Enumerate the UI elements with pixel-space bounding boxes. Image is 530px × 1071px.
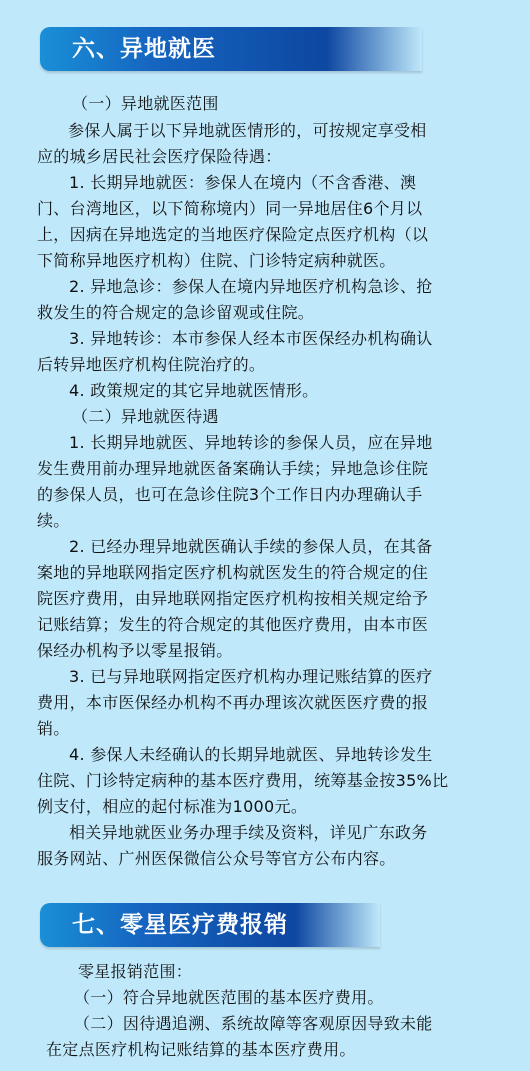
paragraph-line: 3. 已与异地联网指定医疗机构办理记账结算的医疗 xyxy=(69,667,433,686)
section-6-title: 六、异地就医 xyxy=(72,36,216,62)
paragraph-line: 发生费用前办理异地就医备案确认手续；异地急诊住院 xyxy=(37,459,429,478)
paragraph-line: 案地的异地联网指定医疗机构就医发生的符合规定的住 xyxy=(37,563,429,582)
paragraph-line: 的参保人员，也可在急诊住院3个工作日内办理确认手 xyxy=(37,485,423,504)
paragraph-line: 费用，本市医保经办机构不再办理该次就医医疗费的报 xyxy=(37,693,429,712)
paragraph-line: 住院、门诊特定病种的基本医疗费用，统筹基金按35%比 xyxy=(37,771,449,790)
paragraph-line: 1. 长期异地就医：参保人在境内（不含香港、澳 xyxy=(69,173,417,192)
paragraph-line: 续。 xyxy=(37,511,70,530)
paragraph-line: 门、台湾地区，以下简称境内）同一异地居住6个月以 xyxy=(37,199,423,218)
subheading-benefits: （二）异地就医待遇 xyxy=(72,407,219,426)
paragraph-line: 参保人属于以下异地就医情形的，可按规定享受相 xyxy=(68,121,427,140)
paragraph-line: 1. 长期异地就医、异地转诊的参保人员，应在异地 xyxy=(69,433,433,452)
paragraph-line: 相关异地就医业务办理手续及资料，详见广东政务 xyxy=(69,823,428,842)
paragraph-line: 在定点医疗机构记账结算的基本医疗费用。 xyxy=(46,1040,356,1059)
paragraph-line: 3. 异地转诊：本市参保人经本市医保经办机构确认 xyxy=(69,329,433,348)
section-6-banner xyxy=(40,27,422,71)
paragraph-line: 后转异地医疗机构住院治疗的。 xyxy=(37,355,266,374)
subheading-scope: （一）异地就医范围 xyxy=(72,94,219,113)
paragraph-line: 保经办机构予以零星报销。 xyxy=(37,641,233,660)
section-7-banner xyxy=(40,903,380,947)
paragraph-line: 4. 参保人未经确认的长期异地就医、异地转诊发生 xyxy=(69,745,433,764)
paragraph-line: 4. 政策规定的其它异地就医情形。 xyxy=(69,381,319,400)
paragraph-line: 销。 xyxy=(37,719,70,738)
paragraph-line: 下简称异地医疗机构）住院、门诊特定病种就医。 xyxy=(37,251,396,270)
paragraph-line: （一）符合异地就医范围的基本医疗费用。 xyxy=(74,988,384,1007)
paragraph-line: 应的城乡居民社会医疗保险待遇： xyxy=(37,147,282,166)
paragraph-line: 救发生的符合规定的急诊留观或住院。 xyxy=(37,303,315,322)
paragraph-line: 零星报销范围： xyxy=(78,962,193,981)
paragraph-line: 2. 异地急诊：参保人在境内异地医疗机构急诊、抢 xyxy=(69,277,433,296)
paragraph-line: （二）因待遇追溯、系统故障等客观原因导致未能 xyxy=(74,1014,433,1033)
paragraph-line: 例支付，相应的起付标准为1000元。 xyxy=(37,797,308,816)
paragraph-line: 院医疗费用，由异地联网指定医疗机构按相关规定给予 xyxy=(37,589,429,608)
section-7-title: 七、零星医疗费报销 xyxy=(72,912,288,938)
paragraph-line: 2. 已经办理异地就医确认手续的参保人员，在其备 xyxy=(69,537,433,556)
paragraph-line: 记账结算；发生的符合规定的其他医疗费用，由本市医 xyxy=(37,615,429,634)
paragraph-line: 上，因病在异地选定的当地医疗保险定点医疗机构（以 xyxy=(37,225,429,244)
paragraph-line: 服务网站、广州医保微信公众号等官方公布内容。 xyxy=(37,849,396,868)
